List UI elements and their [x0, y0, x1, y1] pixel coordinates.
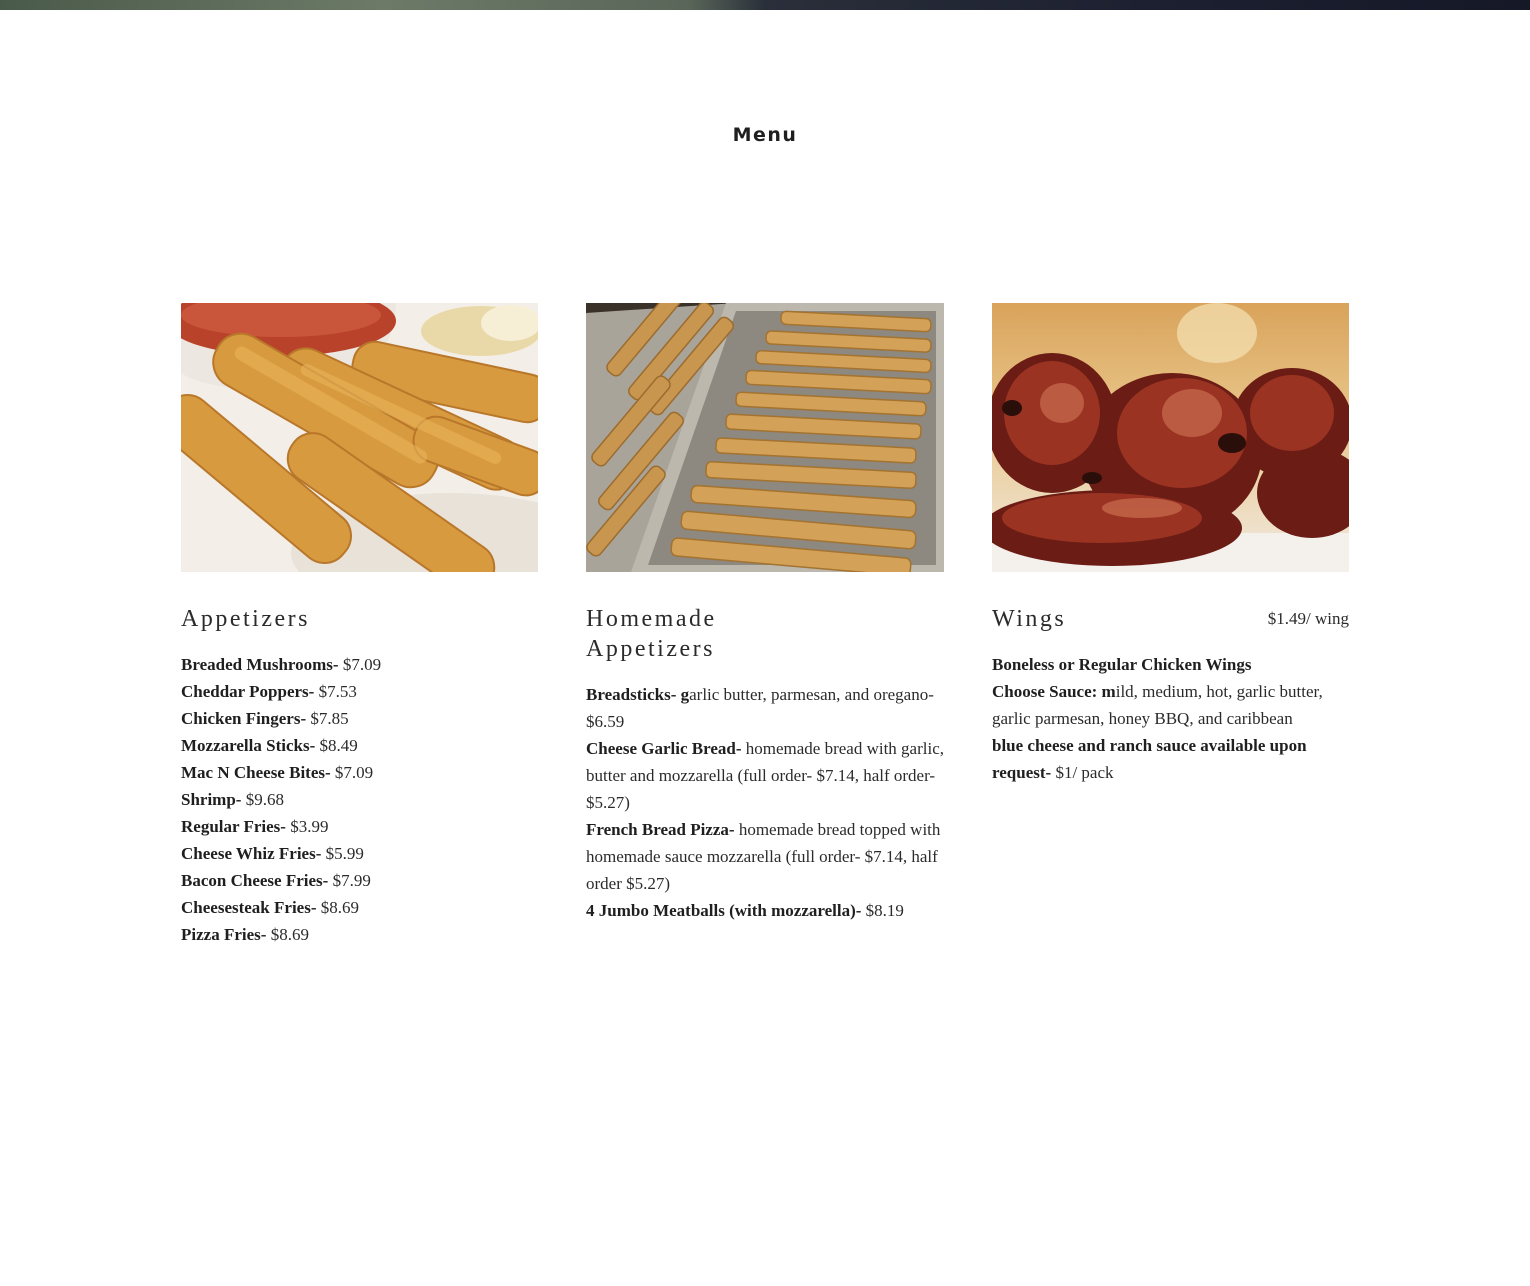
menu-section-appetizers — [181, 303, 538, 948]
list-item: Cheese Garlic Bread- homemade bread with garlic, butter and mozzarella (full order- $7.14, half order- $5.27) — [586, 739, 944, 812]
list-item: blue cheese and ranch sauce available upon request- $1/ pack — [992, 736, 1307, 782]
list-item: Shrimp- $9.68 — [181, 790, 284, 809]
list-item: Mozzarella Sticks- $8.49 — [181, 736, 358, 755]
list-item: Pizza Fries- $8.69 — [181, 925, 309, 944]
list-item: Choose Sauce: mild, medium, hot, garlic butter, garlic parmesan, honey BBQ, and caribbean — [992, 682, 1323, 728]
list-item: Mac N Cheese Bites- $7.09 — [181, 763, 374, 782]
list-item: Breaded Mushrooms- $7.09 — [181, 655, 382, 674]
menu-item-list — [586, 681, 944, 924]
list-item: 4 Jumbo Meatballs (with mozzarella)- $8.19 — [586, 901, 904, 920]
mozzarella-sticks-photo — [181, 303, 538, 572]
menu-item-list — [992, 651, 1349, 786]
list-item: French Bread Pizza- homemade bread topped with homemade sauce mozzarella (full order- $7.14, half order $5.27) — [586, 820, 941, 893]
section-title: Homemade Appetizers — [586, 606, 717, 662]
page-title: Menu — [732, 123, 798, 146]
section-title: Wings — [992, 606, 1067, 632]
breadsticks-tray-photo — [586, 303, 944, 572]
bbq-wings-photo — [992, 303, 1349, 572]
list-item: Bacon Cheese Fries- $7.99 — [181, 871, 371, 890]
section-title: Appetizers — [181, 606, 310, 632]
hero-image-strip — [0, 0, 1530, 10]
list-item: Boneless or Regular Chicken Wings — [992, 655, 1252, 674]
list-item: Cheesesteak Fries- $8.69 — [181, 898, 359, 917]
list-item: Cheddar Poppers- $7.53 — [181, 682, 357, 701]
list-item: Chicken Fingers- $7.85 — [181, 709, 349, 728]
list-item: Cheese Whiz Fries- $5.99 — [181, 844, 364, 863]
menu-section-wings — [992, 303, 1349, 786]
list-item: Breadsticks- garlic butter, parmesan, and oregano- $6.59 — [586, 685, 934, 731]
list-item: Regular Fries- $3.99 — [181, 817, 329, 836]
menu-item-list — [181, 651, 538, 948]
menu-section-homemade-appetizers — [586, 303, 944, 924]
wing-price-note: $1.49/ wing — [1267, 609, 1349, 628]
